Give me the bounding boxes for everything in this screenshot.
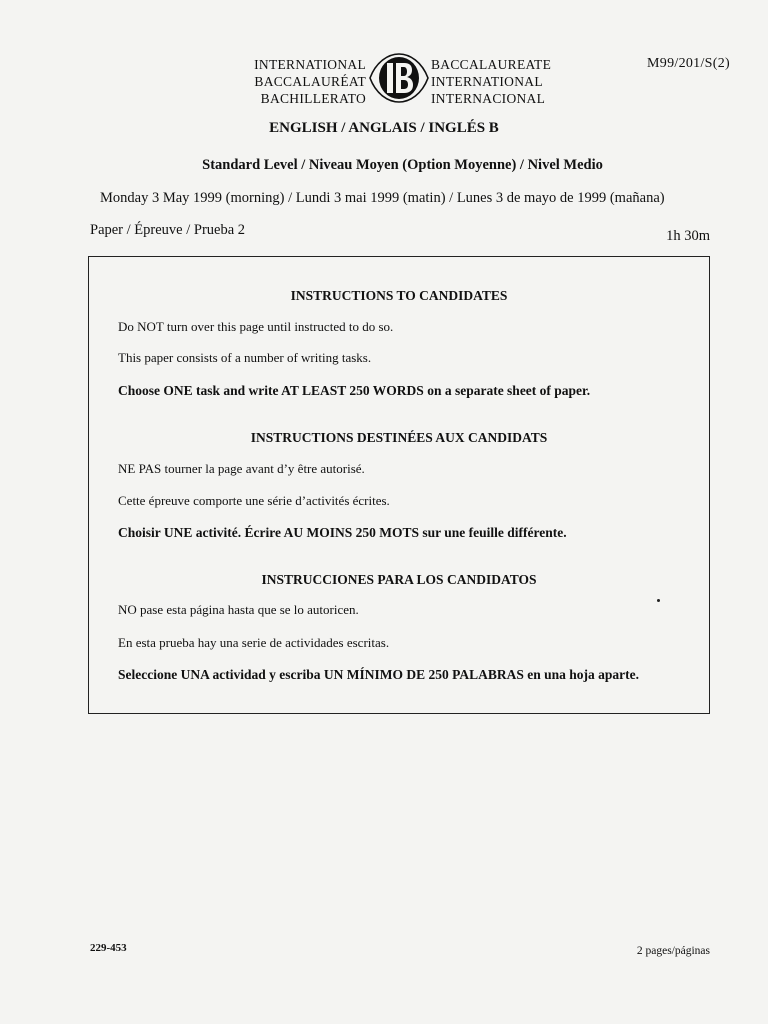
instruction-line-fr-3: Choisir UNE activité. Écrire AU MOINS 250 MOTS sur une feuille différente. (118, 525, 567, 540)
org-name-line: BACHILLERATO (260, 91, 366, 106)
instruction-line-fr-2: Cette épreuve comporte une série d’activités écrites. (118, 493, 390, 508)
exam-duration: 1h 30m (666, 228, 710, 244)
footer-pages: 2 pages/páginas (636, 945, 710, 957)
instructions-heading-fr: INSTRUCTIONS DESTINÉES AUX CANDIDATS (250, 430, 548, 445)
instruction-line-en-2: This paper consists of a number of writing tasks. (118, 350, 372, 365)
instruction-line-es-3: Seleccione UNA actividad y escriba UN MÍNIMO DE 250 PALABRAS en una hoja aparte. (118, 667, 639, 682)
instruction-line-en-3: Choose ONE task and write AT LEAST 250 WORDS on a separate sheet of paper. (118, 383, 591, 398)
instructions-heading-es: INSTRUCCIONES PARA LOS CANDIDATOS (261, 572, 537, 587)
exam-level: Standard Level / Niveau Moyen (Option Moyenne) / Nivel Medio (202, 157, 603, 173)
exam-paper: Paper / Épreuve / Prueba 2 (90, 222, 246, 238)
org-name-line: BACCALAURÉAT (254, 74, 366, 89)
instruction-line-en-1: Do NOT turn over this page until instructed to do so. (118, 319, 394, 334)
footer-code: 229-453 (90, 942, 127, 954)
instruction-line-es-2: En esta prueba hay una serie de actividades escritas. (118, 635, 390, 650)
exam-code: M99/201/S(2) (647, 56, 730, 71)
org-name-line: BACCALAUREATE (431, 57, 552, 72)
org-name-line: INTERNACIONAL (431, 91, 546, 106)
instructions-heading-en: INSTRUCTIONS TO CANDIDATES (290, 288, 508, 303)
org-name-line: INTERNATIONAL (254, 57, 366, 72)
exam-subject: ENGLISH / ANGLAIS / INGLÉS B (269, 120, 499, 136)
org-name-line: INTERNATIONAL (431, 74, 543, 89)
instruction-line-fr-1: NE PAS tourner la page avant d’y être autorisé. (118, 461, 365, 476)
instruction-line-es-1: NO pase esta página hasta que se lo autoricen. (118, 602, 359, 617)
org-name-left (236, 56, 366, 107)
exam-date: Monday 3 May 1999 (morning) / Lundi 3 mai 1999 (matin) / Lunes 3 de mayo de 1999 (mañana) (100, 190, 665, 206)
scan-speck (657, 599, 660, 602)
org-name-right (431, 56, 571, 107)
ib-logo (368, 52, 430, 104)
